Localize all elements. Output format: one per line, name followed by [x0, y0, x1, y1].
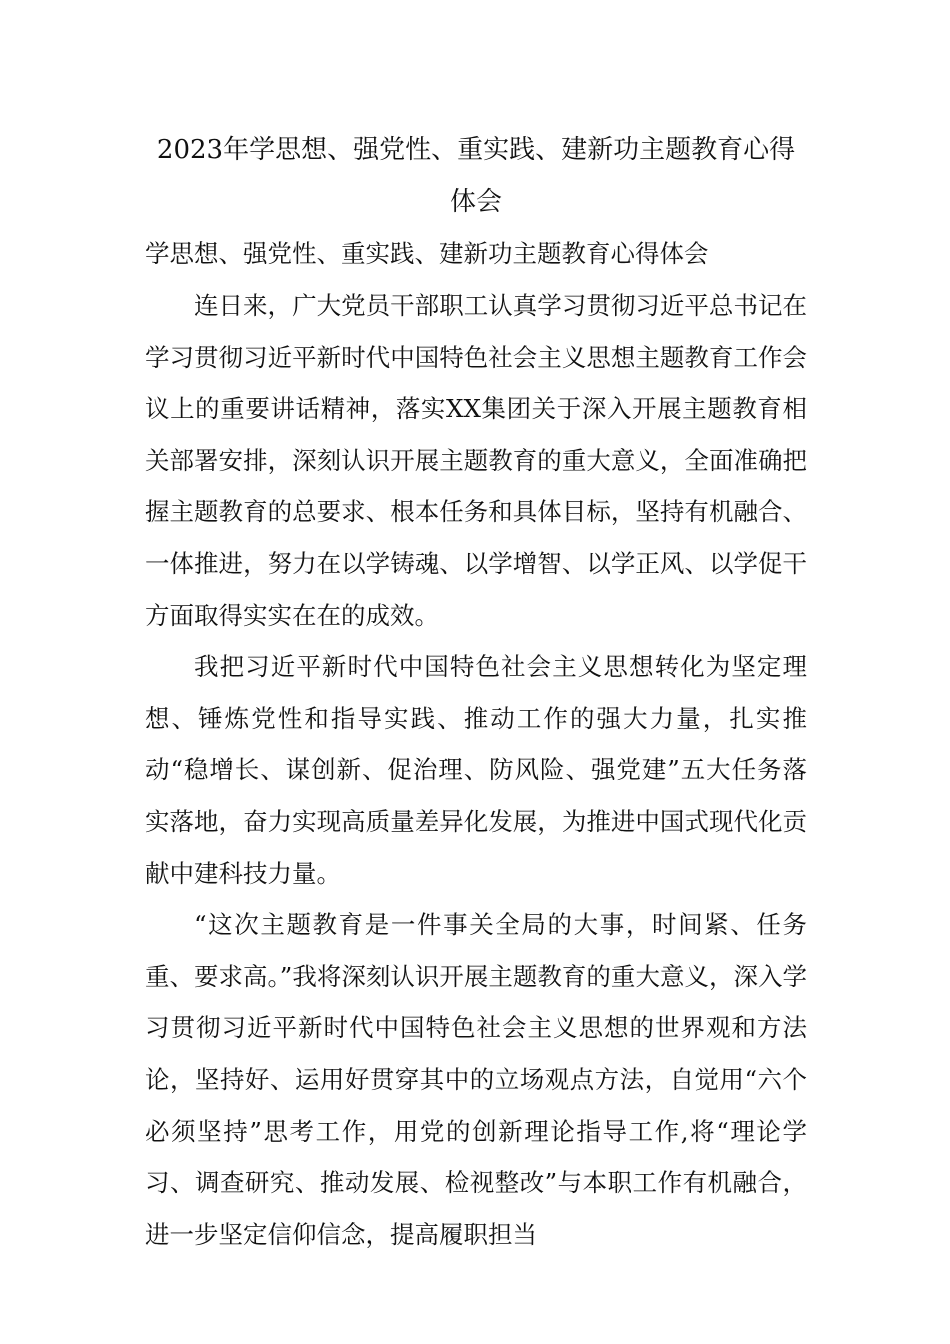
- document-body: [145, 124, 807, 1260]
- paragraph-3: “这次主题教育是一件事关全局的大事，时间紧、任务重、要求高。”我将深刻认识开展主题教育的重大意义，深入学习贯彻习近平新时代中国特色社会主义思想的世界观和方法论，坚持好、运用好贯穿其中的立场观点方法，自觉用“六个必须坚持”思考工作，用党的创新理论指导工作,将“理论学习、调查研究、推动发展、检视整改”与本职工作有机融合，进一步坚定信仰信念，提高履职担当: [145, 910, 807, 1249]
- document-subtitle: 学思想、强党性、重实践、建新功主题教育心得体会: [145, 239, 709, 268]
- document-title: 2023年学思想、强党性、重实践、建新功主题教育心得体会: [156, 135, 796, 217]
- paragraph-2: 我把习近平新时代中国特色社会主义思想转化为坚定理想、锤炼党性和指导实践、推动工作的强大力量，扎实推动“稳增长、谋创新、促治理、防风险、强党建”五大任务落实落地，奋力实现高质量差异化发展，为推进中国式现代化贡献中建科技力量。: [145, 652, 807, 888]
- paragraph-1: 连日来，广大党员干部职工认真学习贯彻习近平总书记在学习贯彻习近平新时代中国特色社会主义思想主题教育工作会议上的重要讲话精神，落实XX集团关于深入开展主题教育相关部署安排，深刻认识开展主题教育的重大意义，全面准确把握主题教育的总要求、根本任务和具体目标，坚持有机融合、一体推进，努力在以学铸魂、以学增智、以学正风、以学促干方面取得实实在在的成效。: [145, 291, 807, 630]
